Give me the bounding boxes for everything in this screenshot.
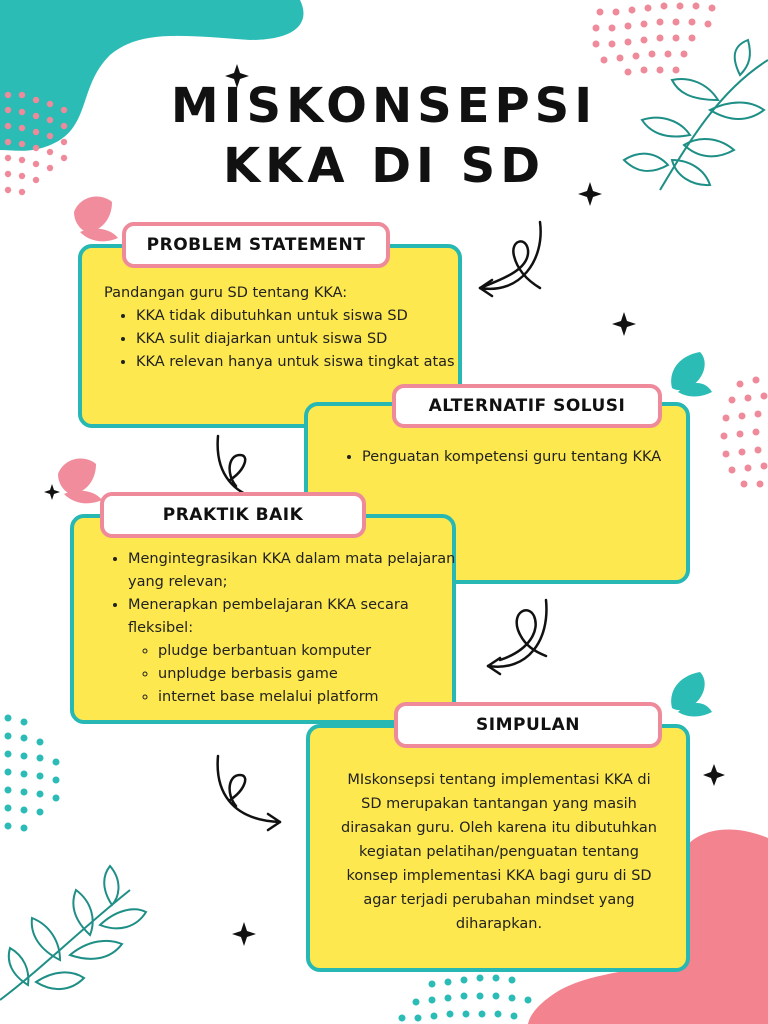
pink-dots-right [721, 377, 768, 488]
pink-drop-1b [80, 229, 118, 242]
list-item [128, 594, 458, 709]
leaf-branch-bottom-left [0, 866, 146, 1000]
pink-drop-2b [64, 491, 102, 504]
praktik-list [106, 548, 458, 709]
praktik-baik-card [70, 514, 456, 724]
list-item: ◦ internet base melalui platform [158, 686, 458, 709]
pink-drop-2 [58, 459, 96, 494]
list-item: • Mengintegrasikan KKA dalam mata pelajaran yang relevan; [128, 548, 458, 594]
pink-dots-top-right [593, 3, 716, 76]
page-title-line-1: MISKONSEPSI [170, 78, 598, 134]
simpulan-label: SIMPULAN [394, 702, 662, 748]
problem-list [114, 305, 456, 374]
teal-dots-left [5, 715, 60, 832]
list-item: ◦ unpludge berbasis game [158, 663, 458, 686]
simpulan-text: MIskonsepsi tentang implementasi KKA di SD merupakan tantangan yang masih dirasakan guru. Oleh karena itu dibutuhkan kegiatan pelatihan/penguatan tentang konsep implementasi KKA bagi guru di SD agar terjadi perubahan mindset yang diharapkan. [341, 772, 657, 932]
list-item: ◦ pludge berbantuan komputer [158, 640, 458, 663]
page-title-line-2: KKA DI SD [222, 138, 546, 194]
problem-statement-label: PROBLEM STATEMENT [122, 222, 390, 268]
alternatif-solusi-label: ALTERNATIF SOLUSI [392, 384, 662, 428]
praktik-sublist [128, 640, 458, 709]
list-item: • KKA tidak dibutuhkan untuk siswa SD [136, 305, 456, 328]
simpulan-card [306, 724, 690, 972]
alternatif-list [340, 446, 682, 469]
list-item: • Penguatan kompetensi guru tentang KKA [362, 446, 682, 469]
praktik-baik-label: PRAKTIK BAIK [100, 492, 366, 538]
pink-drop-1 [74, 197, 112, 232]
list-item: • KKA relevan hanya untuk siswa tingkat atas [136, 351, 456, 374]
list-item: • KKA sulit diajarkan untuk siswa SD [136, 328, 456, 351]
list-item-text: Menerapkan pembelajaran KKA secara fleksibel: [128, 597, 409, 636]
problem-intro: Pandangan guru SD tentang KKA: [104, 285, 348, 301]
